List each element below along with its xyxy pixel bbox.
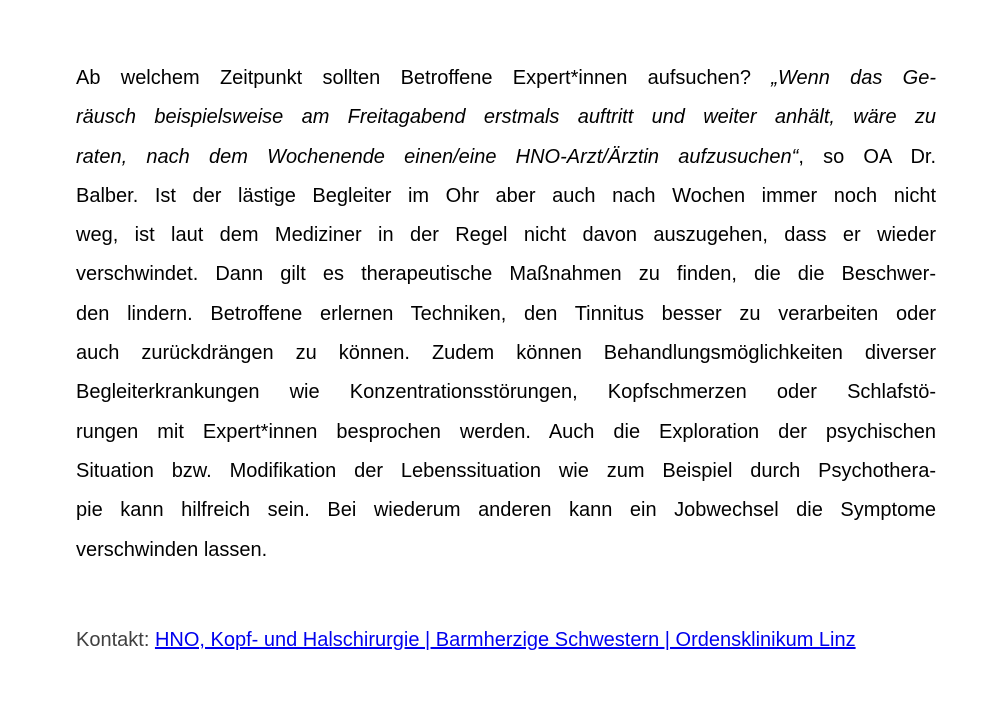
quote-text: „Wenn das Ge-: [771, 67, 936, 89]
paragraph-line: Situation bzw. Modifikation der Lebenssituation wie zum Beispiel durch Psychothera-: [76, 459, 936, 482]
line-text: , so OA Dr.: [798, 145, 936, 168]
contact-line: [76, 627, 936, 653]
paragraph-line: [76, 59, 936, 98]
line-text: Ab welchem Zeitpunkt sollten Betroffene Expert*innen aufsuchen?: [76, 67, 772, 89]
quote-text: raten, nach dem Wochenende einen/eine HNO-Arzt/Ärztin aufzusuchen“: [76, 145, 799, 168]
article-paragraph: [76, 59, 936, 570]
paragraph-line: Balber. Ist der lästige Begleiter im Ohr aber auch nach Wochen immer noch nicht: [76, 184, 936, 207]
paragraph-line: weg, ist laut dem Mediziner in der Regel nicht davon auszugehen, dass er wieder: [76, 224, 936, 247]
paragraph-line: Begleiterkrankungen wie Konzentrationsstörungen, Kopfschmerzen oder Schlafstö-: [76, 381, 936, 404]
paragraph-line: verschwindet. Dann gilt es therapeutische Maßnahmen zu finden, die die Beschwer-: [76, 263, 936, 286]
quote-text: räusch beispielsweise am Freitagabend erstmals auftritt und weiter anhält, wäre zu: [76, 106, 936, 129]
paragraph-line: verschwinden lassen.: [76, 538, 268, 561]
paragraph-line: pie kann hilfreich sein. Bei wiederum anderen kann ein Jobwechsel die Symptome: [76, 499, 936, 522]
paragraph-line: [76, 138, 936, 177]
contact-link[interactable]: HNO, Kopf- und Halschirurgie | Barmherzige Schwestern | Ordensklinikum Linz: [154, 629, 856, 651]
paragraph-line: rungen mit Expert*innen besprochen werden. Auch die Exploration der psychischen: [76, 420, 936, 443]
contact-label: Kontakt:: [76, 629, 155, 651]
paragraph-line: [76, 98, 936, 137]
paragraph-line: auch zurückdrängen zu können. Zudem können Behandlungsmöglichkeiten diverser: [76, 342, 936, 365]
paragraph-line: den lindern. Betroffene erlernen Techniken, den Tinnitus besser zu verarbeiten oder: [76, 302, 936, 325]
